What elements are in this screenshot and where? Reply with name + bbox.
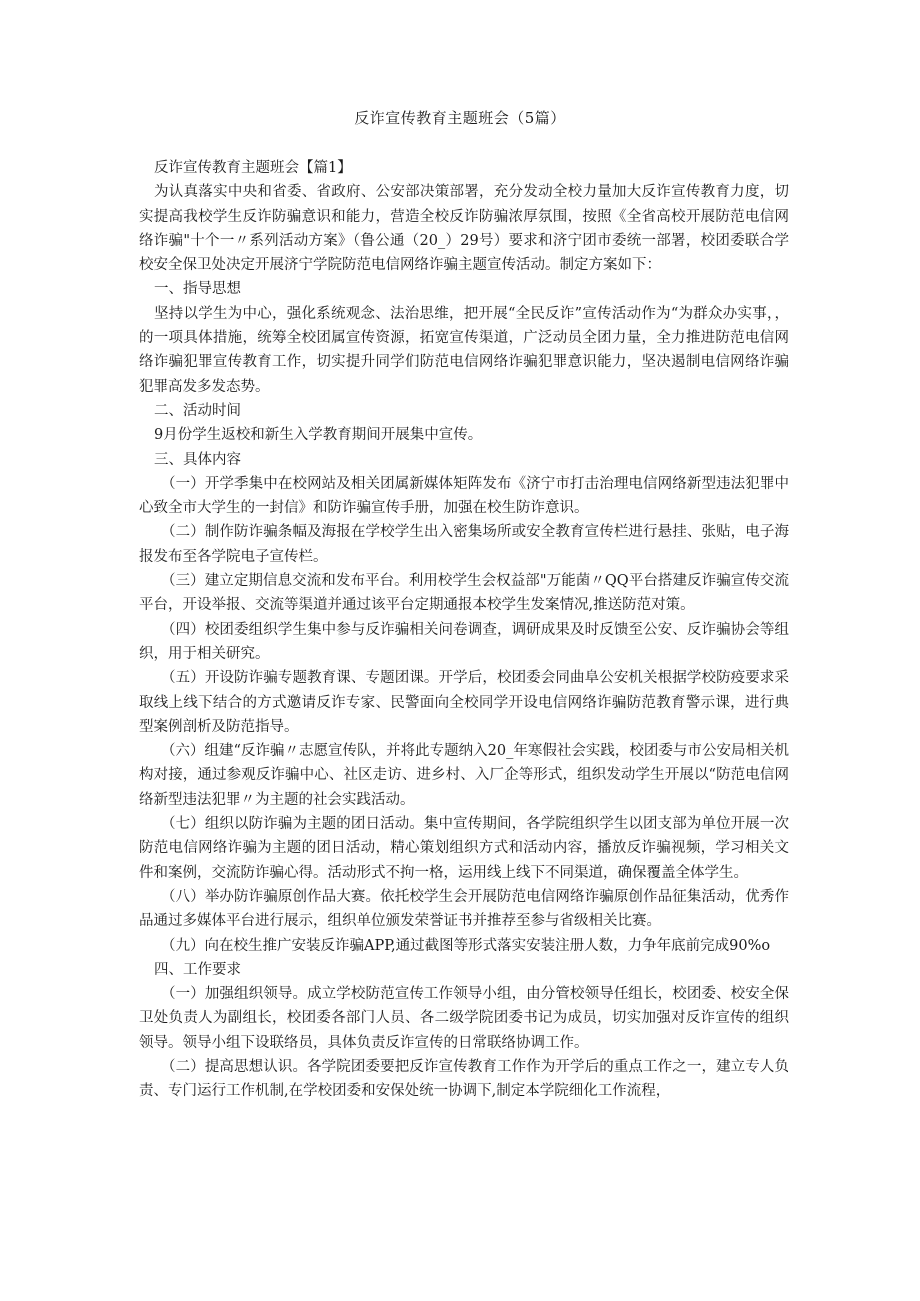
heading-activity-time: 二、活动时间 <box>154 402 241 419</box>
heading-requirements: 四、工作要求 <box>154 961 241 978</box>
list-item-content-7: （七）组织以防诈骗为主题的团日活动。集中宣传期间，各学院组织学生以团支部为单位开展一次防范电信网络诈骗为主题的团日活动，精心策划组织方式和活动内容，播放反诈骗视频，学习相关文件和案例，交流防诈骗心得。活动形式不拘一格，运用线上线下不同渠道，确保覆盖全体学生。 <box>139 816 789 881</box>
list-item-requirement-1: （一）加强组织领导。成立学校防范宣传工作领导小组，由分管校领导任组长，校团委、校安全保卫处负责人为副组长，校团委各部门人员、各二级学院团委书记为成员，切实加强对反诈宣传的组织领导。领导小组下设联络员，具体负责反诈宣传的日常联络协调工作。 <box>139 986 789 1051</box>
list-item-content-8: （八）举办防诈骗原创作品大赛。依托校学生会开展防范电信网络诈骗原创作品征集活动，优秀作品通过多媒体平台进行展示，组织单位颁发荣誉证书并推荐至参与省级相关比赛。 <box>139 888 789 930</box>
heading-guiding-ideology: 一、指导思想 <box>154 281 241 298</box>
list-item-content-2: （二）制作防诈骗条幅及海报在学校学生出入密集场所或安全教育宣传栏进行悬挂、张贴，电子海报发布至各学院电子宣传栏。 <box>139 524 789 565</box>
list-item-content-6: （六）组建“反诈骗〃志愿宣传队，并将此专题纳入20_年寒假社会实践，校团委与市公安局相关机构对接，通过参观反诈骗中心、社区走访、进乡村、入厂企等形式，组织发动学生开展以“防范电信网络新型违法犯罪〃为主题的社会实践活动。 <box>139 743 789 808</box>
document-body <box>139 156 789 1104</box>
list-item-content-3: （三）建立定期信息交流和发布平台。利用校学生会权益部"万能菌〃QQ平台搭建反诈骗宣传交流平台，开设举报、交流等渠道并通过该平台定期通报本校学生发案情况,推送防范对策。 <box>139 573 789 614</box>
list-item-requirement-2: （二）提高思想认识。各学院团委要把反诈宣传教育工作作为开学后的重点工作之一，建立专人负责、专门运行工作机制,在学校团委和安保处统一协调下,制定本学院细化工作流程， <box>139 1058 789 1100</box>
list-item-content-5: （五）开设防诈骗专题教育课、专题团课。开学后，校团委会同曲阜公安机关根据学校防疫要求采取线上线下结合的方式邀请反诈专家、民警面向全校同学开设电信网络诈骗防范教育警示课，进行典型案例剖析及防范指导。 <box>139 670 789 735</box>
list-item-content-1: （一）开学季集中在校网站及相关团属新媒体矩阵发布《济宁市打击治理电信网络新型违法犯罪中心致全市大学生的一封信》和防诈骗宣传手册，加强在校生防诈意识。 <box>139 475 789 517</box>
heading-content: 三、具体内容 <box>154 451 241 468</box>
list-item-content-4: （四）校团委组织学生集中参与反诈骗相关问卷调查，调研成果及时反馈至公安、反诈骗协会等组织，用于相关研究。 <box>139 621 789 662</box>
paragraph-guiding-ideology: 坚持以学生为中心，强化系统观念、法治思维，把开展“全民反诈”宣传活动作为“为群众办实事，，的一项具体措施，统筹全校团属宣传资源，拓宽宣传渠道，广泛动员全团力量，全力推进防范电信网络诈骗犯罪宣传教育工作，切实提升同学们防范电信网络诈骗犯罪意识能力，坚决遏制电信网络诈骗犯罪高发多发态势。 <box>139 305 789 395</box>
document-title: 反诈宣传教育主题班会（5篇） <box>354 109 566 127</box>
paragraph-intro: 为认真落实中央和省委、省政府、公安部决策部署，充分发动全校力量加大反诈宣传教育力度，切实提高我校学生反诈防骗意识和能力，营造全校反诈防骗浓厚氛围，按照《全省高校开展防范电信网络诈骗"十个一〃系列活动方案》（鲁公通（20_）29号）要求和济宁团市委统一部署，校团委联合学校安全保卫处决定开展济宁学院防范电信网络诈骗主题宣传活动。制定方案如下： <box>139 184 789 274</box>
paragraph-activity-time: 9月份学生返校和新生入学教育期间开展集中宣传。 <box>154 427 483 444</box>
list-item-content-9: （九）向在校生推广安装反诈骗APP,通过截图等形式落实安装注册人数，力争年底前完成90%o <box>161 937 771 954</box>
section-heading-part1: 反诈宣传教育主题班会【篇1】 <box>154 160 352 176</box>
